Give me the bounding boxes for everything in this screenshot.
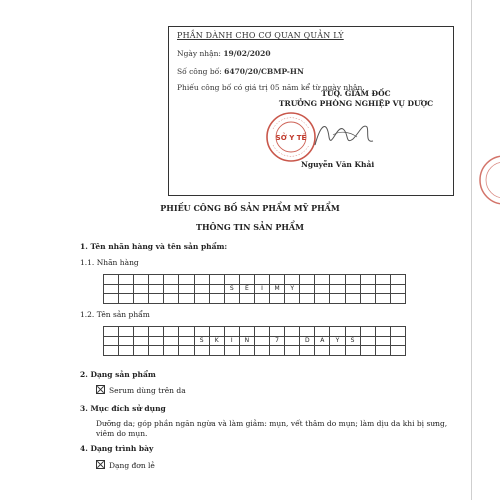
grid-cell: [254, 275, 269, 285]
grid-cell: [104, 294, 119, 304]
product-name-grid: [103, 326, 406, 356]
grid-cell: [300, 327, 315, 337]
section-1-heading: 1. Tên nhãn hàng và tên sản phẩm:: [80, 242, 228, 251]
grid-cell: [300, 346, 315, 356]
grid-cell: [285, 346, 300, 356]
presentation-value: Dạng đơn lẻ: [109, 461, 155, 470]
grid-cell: [179, 284, 194, 294]
received-date: [177, 49, 271, 58]
grid-cell: [164, 294, 179, 304]
grid-cell: [164, 346, 179, 356]
grid-cell: [209, 284, 224, 294]
grid-cell: [315, 275, 330, 285]
grid-cell: [360, 336, 375, 346]
grid-cell: [375, 327, 390, 337]
grid-cell: [360, 284, 375, 294]
grid-cell: [104, 275, 119, 285]
grid-cell: [164, 284, 179, 294]
grid-cell: [270, 275, 285, 285]
grid-cell: Y: [285, 284, 300, 294]
grid-cell: [119, 275, 134, 285]
product-form-value: Serum dùng trên da: [109, 386, 186, 395]
grid-cell: [239, 294, 254, 304]
grid-cell: [239, 346, 254, 356]
grid-cell: [149, 336, 164, 346]
grid-row: [104, 294, 406, 304]
grid-cell: [134, 336, 149, 346]
handwritten-signature-icon: [309, 115, 379, 155]
grid-cell: [119, 346, 134, 356]
grid-cell: S: [194, 336, 209, 346]
grid-cell: [254, 346, 269, 356]
grid-cell: [239, 275, 254, 285]
grid-cell: [285, 336, 300, 346]
grid-cell: K: [209, 336, 224, 346]
grid-cell: [119, 336, 134, 346]
grid-cell: [104, 284, 119, 294]
grid-cell: [179, 327, 194, 337]
grid-cell: [194, 294, 209, 304]
checked-box-icon: [96, 460, 105, 469]
grid-cell: [315, 294, 330, 304]
grid-cell: [330, 346, 345, 356]
grid-cell: [164, 275, 179, 285]
grid-cell: 7: [270, 336, 285, 346]
grid-cell: [345, 275, 360, 285]
grid-cell: D: [300, 336, 315, 346]
grid-cell: [360, 346, 375, 356]
grid-cell: [194, 346, 209, 356]
grid-cell: [179, 346, 194, 356]
grid-cell: [149, 275, 164, 285]
grid-cell: [224, 294, 239, 304]
grid-cell: [330, 275, 345, 285]
grid-cell: [375, 336, 390, 346]
grid-cell: [315, 346, 330, 356]
grid-cell: [345, 327, 360, 337]
grid-cell: [345, 284, 360, 294]
grid-cell: [209, 275, 224, 285]
brand-label: 1.1. Nhãn hàng: [80, 258, 139, 267]
grid-row: [104, 275, 406, 285]
section-4-heading: 4. Dạng trình bày: [80, 444, 154, 453]
product-form-item: [96, 385, 186, 395]
grid-cell: [149, 284, 164, 294]
document-title: PHIẾU CÔNG BỐ SẢN PHẨM MỸ PHẨM: [160, 203, 340, 213]
grid-cell: [239, 327, 254, 337]
grid-cell: [270, 327, 285, 337]
grid-cell: [224, 327, 239, 337]
grid-cell: [300, 294, 315, 304]
grid-cell: [375, 294, 390, 304]
brand-name-grid: [103, 274, 406, 304]
grid-cell: [375, 275, 390, 285]
sign-line-2: TRƯỞNG PHÒNG NGHIỆP VỤ DƯỢC: [278, 99, 434, 108]
grid-cell: [149, 294, 164, 304]
grid-cell: [330, 294, 345, 304]
grid-cell: [119, 294, 134, 304]
admin-title: PHẦN DÀNH CHO CƠ QUAN QUẢN LÝ: [177, 31, 344, 40]
section-3-heading: 3. Mục đích sử dụng: [80, 404, 166, 413]
received-value: 19/02/2020: [223, 49, 271, 58]
grid-cell: [134, 284, 149, 294]
grid-cell: [224, 275, 239, 285]
edge-seal-icon: [478, 150, 500, 210]
grid-cell: [194, 275, 209, 285]
document-subtitle: THÔNG TIN SẢN PHẨM: [196, 222, 304, 232]
grid-row: [104, 327, 406, 337]
grid-cell: Y: [330, 336, 345, 346]
grid-cell: [390, 327, 405, 337]
grid-cell: [134, 294, 149, 304]
grid-row: [104, 284, 406, 294]
grid-cell: [345, 346, 360, 356]
grid-cell: [390, 294, 405, 304]
page-edge-line: [471, 0, 472, 500]
admin-section: [168, 26, 454, 196]
grid-cell: [300, 284, 315, 294]
grid-cell: [390, 275, 405, 285]
grid-cell: [209, 327, 224, 337]
grid-cell: [134, 275, 149, 285]
grid-cell: [194, 284, 209, 294]
grid-cell: [285, 275, 300, 285]
grid-cell: A: [315, 336, 330, 346]
grid-cell: [285, 327, 300, 337]
received-label: Ngày nhận:: [177, 49, 221, 58]
grid-cell: [164, 336, 179, 346]
grid-cell: [209, 346, 224, 356]
product-name-label: 1.2. Tên sản phẩm: [80, 310, 150, 319]
grid-cell: S: [345, 336, 360, 346]
grid-cell: [104, 327, 119, 337]
stamp-text: SỞ Y TẾ: [275, 134, 307, 142]
grid-cell: [254, 336, 269, 346]
grid-cell: [300, 275, 315, 285]
grid-cell: [360, 327, 375, 337]
grid-cell: [194, 327, 209, 337]
grid-cell: [134, 327, 149, 337]
grid-cell: [164, 327, 179, 337]
grid-cell: [390, 346, 405, 356]
usage-purpose-text: Dưỡng da; góp phần ngăn ngừa và làm giảm: mụn, vết thâm do mụn; làm dịu da khi bị sưng, viêm do mụn.: [96, 419, 448, 438]
grid-cell: [270, 346, 285, 356]
signature-block: [271, 89, 441, 109]
grid-cell: M: [270, 284, 285, 294]
grid-cell: [345, 294, 360, 304]
grid-cell: [360, 294, 375, 304]
grid-cell: [375, 284, 390, 294]
grid-cell: [179, 294, 194, 304]
grid-cell: [179, 336, 194, 346]
publication-number: [177, 67, 304, 76]
grid-cell: [254, 327, 269, 337]
number-value: 6470/20/CBMP-HN: [224, 67, 304, 76]
grid-cell: [224, 346, 239, 356]
grid-cell: [149, 346, 164, 356]
grid-cell: [285, 294, 300, 304]
grid-cell: [360, 275, 375, 285]
grid-cell: [270, 294, 285, 304]
grid-cell: [315, 327, 330, 337]
grid-cell: [149, 327, 164, 337]
grid-cell: [330, 327, 345, 337]
grid-cell: [254, 294, 269, 304]
number-label: Số công bố:: [177, 67, 222, 76]
grid-cell: [104, 346, 119, 356]
section-2-heading: 2. Dạng sản phẩm: [80, 370, 156, 379]
grid-cell: [119, 284, 134, 294]
signer-name: Nguyễn Văn Khải: [301, 160, 375, 169]
grid-cell: [179, 275, 194, 285]
grid-cell: [330, 284, 345, 294]
sign-line-1: TUQ. GIÁM ĐỐC: [321, 89, 391, 98]
grid-row: [104, 346, 406, 356]
grid-cell: [119, 327, 134, 337]
grid-cell: S: [224, 284, 239, 294]
validity-note: Phiếu công bố có giá trị 05 năm kể từ ngày nhận.: [177, 83, 365, 92]
grid-cell: [390, 336, 405, 346]
grid-cell: [209, 294, 224, 304]
grid-cell: [315, 284, 330, 294]
grid-cell: [134, 346, 149, 356]
grid-cell: E: [239, 284, 254, 294]
grid-cell: [390, 284, 405, 294]
grid-cell: [104, 336, 119, 346]
grid-cell: [375, 346, 390, 356]
grid-cell: I: [224, 336, 239, 346]
grid-row: [104, 336, 406, 346]
presentation-item: [96, 460, 155, 470]
grid-cell: I: [254, 284, 269, 294]
checked-box-icon: [96, 385, 105, 394]
grid-cell: N: [239, 336, 254, 346]
